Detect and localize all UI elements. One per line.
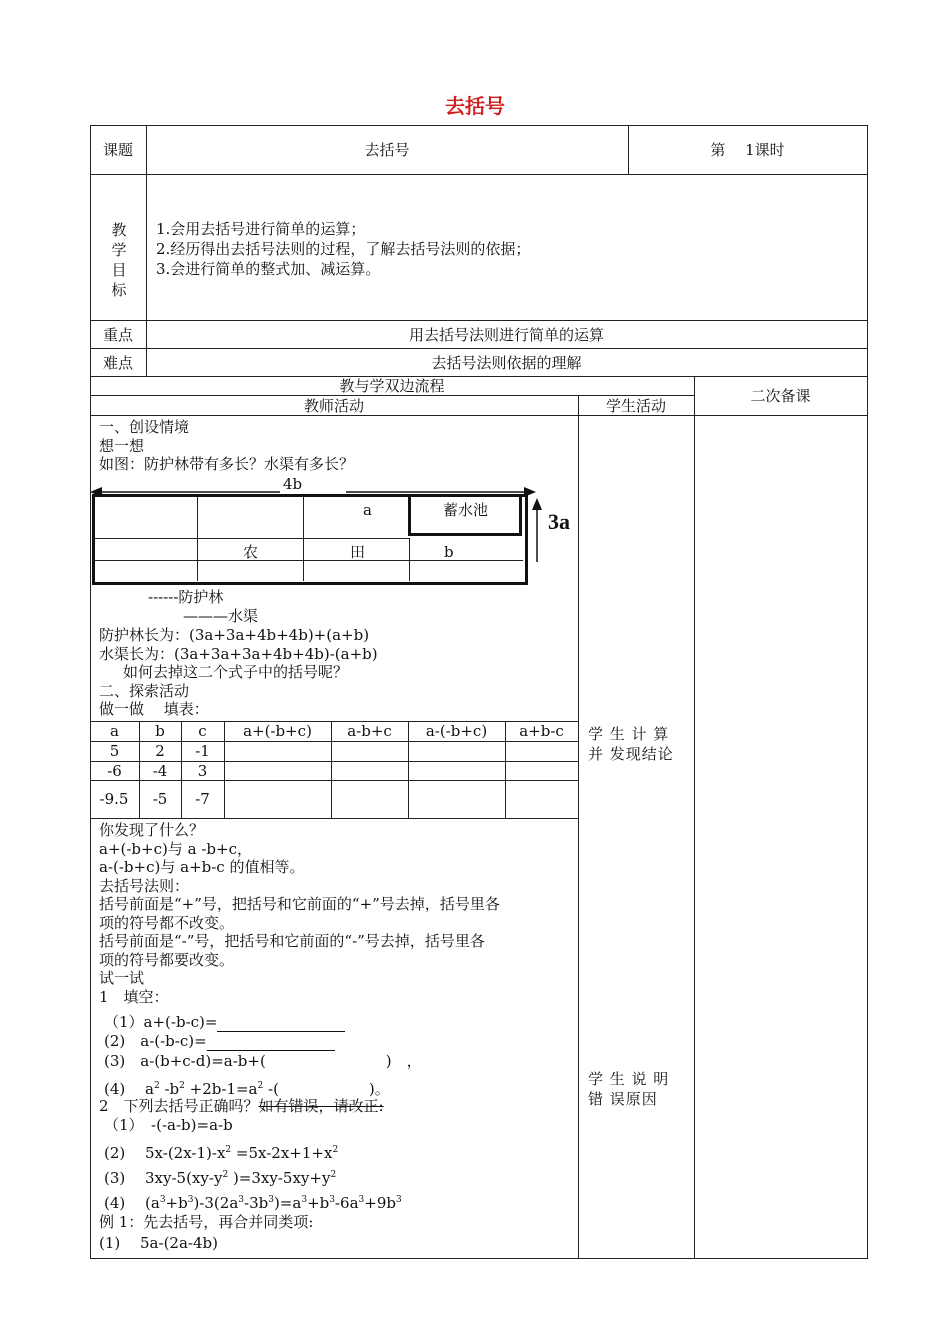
table-cell: -5 [152,790,168,808]
discover-block: 你发现了什么？ a+(-b+c)与 a -b+c， a-(-b+c)与 a+b-c 的值相等。 去括号法则： 括号前面是“+”号，把括号和它前面的“+”号去掉，括号里各 项的符号都不改变。 括号前面是“-”号，把括号和它前面的“-”号去掉，括号里各 项的符号都要改变。 试一试 1 填空： [99,821,500,1006]
goal-item: 3.会进行简单的整式加、减运算。 [156,260,381,278]
example-title: 例 1：先去括号，再合并同类项: [99,1213,314,1231]
table-cell: -7 [195,790,210,808]
difficulty-label: 难点 [102,353,133,372]
cell-b: b [444,543,454,561]
height-label: 3a [548,509,570,534]
table-line [694,376,695,1259]
topic-label: 课题 [102,141,133,159]
cell-reservoir: 蓄水池 [443,501,489,519]
page-title: 去括号 [445,94,505,118]
table-line [578,395,579,1259]
table-border-right [867,125,868,1259]
table-header: b [155,722,165,740]
diagram-line [95,538,409,539]
flow-title: 教与学双边流程 [339,377,445,395]
goal-item: 1.会用去括号进行简单的运算； [156,220,366,238]
table-cell: 2 [155,742,165,760]
cell-tian: 田 [350,543,366,561]
table-header: a-(-b+c) [425,722,488,740]
legend-canal: ———水渠 [183,607,259,625]
goals-list [156,219,530,279]
width-label: 4b [283,475,303,493]
check-item: （1） -(-a-b)=a-b [104,1116,233,1134]
fill-item: （1）a+(-b-c)= [104,1013,345,1032]
answer-blank[interactable] [207,1036,335,1051]
table-cell: 5 [109,742,120,760]
table-header: a [110,722,119,740]
key-point-label: 重点 [102,325,133,344]
example-item: (1) 5a-(2a-4b) [99,1234,218,1252]
table-cell: -4 [152,761,168,780]
goal-item: 2.经历得出去括号法则的过程，了解去括号法则的依据； [156,240,531,258]
check-item: (4) $(a^3+b^3)-3(2a^3-3b^3)=a^3+b^3-6a^3+9b^3$ [104,1194,402,1212]
table-header: a+b-c [519,722,564,740]
check-item: (2) $5x-(2x-1)-x^2 =5x-2x+1+x^2$ [104,1144,339,1162]
question-2: 2 下列去括号正确吗？如有错误，请改正: [99,1097,384,1115]
table-cell: 3 [197,761,208,780]
table-border-bottom [90,1258,868,1259]
cell-a: a [363,501,372,519]
check-item: (3) $3xy-5(xy-y^2$ )$=3xy-5xy+y^2$ [104,1169,337,1187]
table-line [90,415,868,416]
goals-label: 教 学 目 标 [111,221,127,299]
table-header: c [198,722,207,740]
second-prep-label: 二次备课 [750,387,811,405]
height-arrow [530,498,544,564]
cell-nong: 农 [243,543,259,561]
table-cell: -1 [195,742,210,760]
answer-blank[interactable] [217,1017,345,1032]
difficulty-value: 去括号法则依据的理解 [431,353,582,372]
intro-block: 一、创设情境 想一想 如图：防护林带有多长？水渠有多长？ [99,418,355,473]
table-header: a+(-b+c) [243,722,312,740]
student-note: 学 生 计 算 并 发现结论 [588,725,674,763]
period: 第 1课时 [710,141,785,159]
expression-block: 防护林长为：(3a+3a+4b+4b)+(a+b) 水渠长为：(3a+3a+3a+4b+4b)-(a+b) 如何去掉这二个式子中的括号呢？ 二、探索活动 做一做 填表： [99,626,378,718]
diagram-line [197,497,198,581]
diagram-line [303,497,304,581]
fill-item: (3) a-(b+c-d)=a-b+( ) ， [104,1052,422,1070]
student-activity-label: 学生活动 [605,396,666,415]
section-heading: 一、创设情境 [99,418,190,436]
table-cell: -9.5 [99,789,129,808]
section-heading: 二、探索活动 [99,681,190,700]
diagram-line [95,560,523,561]
student-note: 学 生 说 明 错 误原因 [588,1070,670,1108]
fill-item: (4) $a^2$ $-b^2 +2b-1=a^2$ -( )。 [104,1080,390,1098]
diagram-line [409,538,410,581]
key-point-value: 用去括号法则进行简单的运算 [408,325,604,344]
legend-forest: ------防护林 [148,588,224,606]
table-border-left [90,125,91,1259]
topic-value: 去括号 [364,141,410,159]
table-line [90,174,868,175]
fill-item: (2) a-(-b-c)= [104,1032,335,1051]
teacher-activity-label: 教师活动 [303,396,364,415]
table-cell: -6 [107,761,122,780]
table-header: a-b+c [347,722,392,740]
